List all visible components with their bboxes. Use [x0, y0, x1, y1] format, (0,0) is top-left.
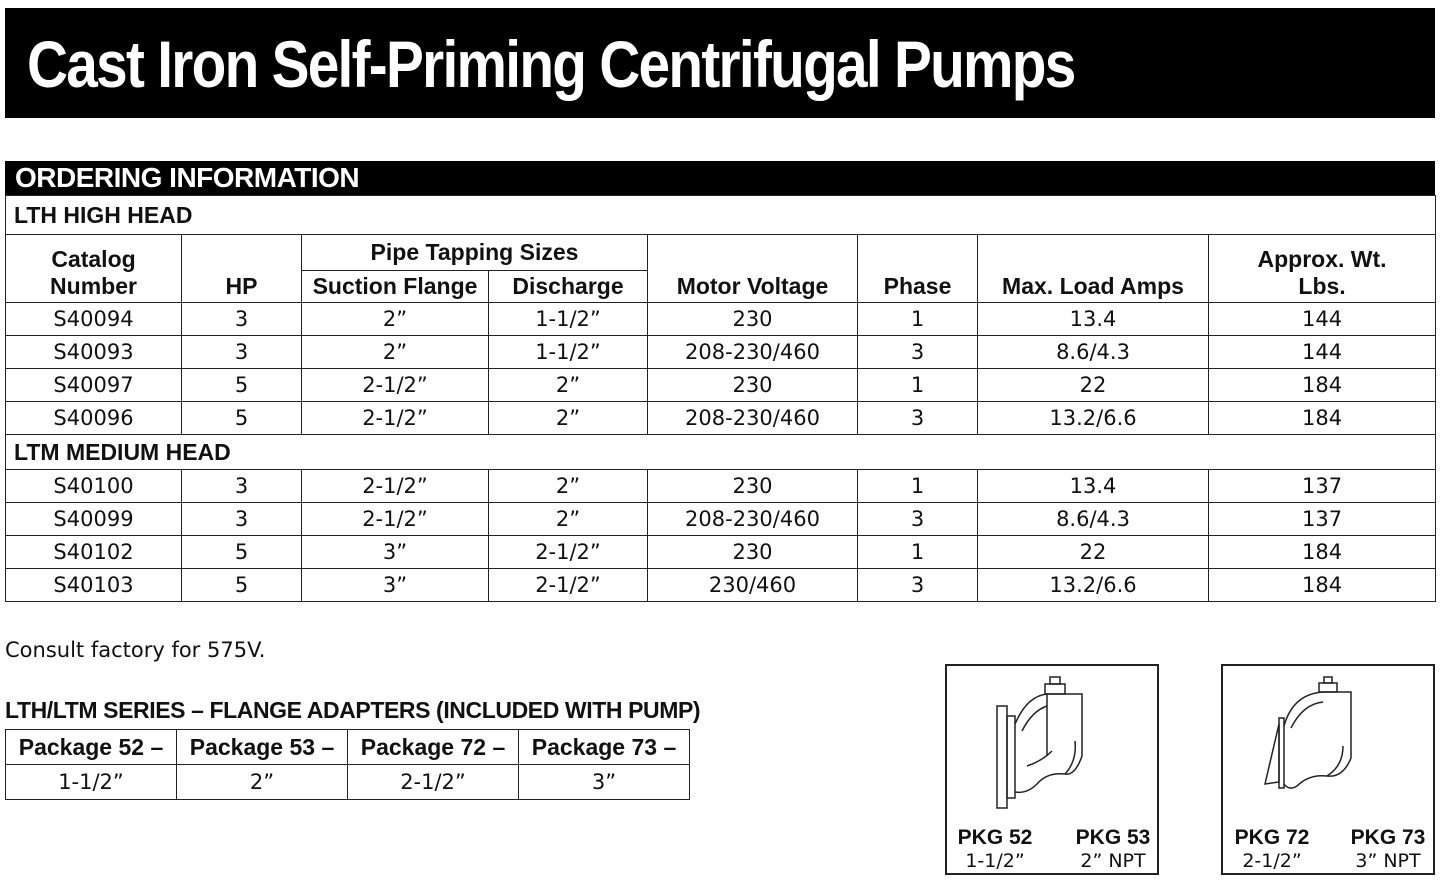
table-cell: S40100 — [6, 470, 182, 503]
table-cell: 8.6/4.3 — [978, 503, 1209, 536]
table-cell: 2-1/2” — [302, 503, 489, 536]
flange-package-header: Package 72 – — [348, 730, 519, 765]
table-cell: 2-1/2” — [302, 470, 489, 503]
table-cell: 5 — [182, 536, 302, 569]
pkg-label: PKG 73 3” NPT — [1350, 826, 1426, 872]
flange-package-header: Package 73 – — [519, 730, 690, 765]
header-hp: HP — [182, 235, 302, 303]
section-row-ltm — [6, 435, 1436, 470]
table-cell: 184 — [1209, 569, 1436, 602]
pkg-label: PKG 53 2” NPT — [1075, 826, 1151, 872]
table-cell: 5 — [182, 402, 302, 435]
table-cell: 184 — [1209, 369, 1436, 402]
table-cell: 22 — [978, 369, 1209, 402]
flange-size-cell: 2” — [177, 765, 348, 800]
pkg-52-53-diagram — [945, 664, 1159, 875]
pkg-label: PKG 72 2-1/2” — [1234, 826, 1310, 872]
title-banner — [5, 8, 1435, 118]
flange-adapter-drawing-icon — [947, 666, 1161, 826]
flange-adapter-drawing-icon — [1223, 666, 1437, 826]
table-cell: 2” — [302, 303, 489, 336]
table-cell: 2” — [489, 402, 648, 435]
table-cell: 3 — [858, 569, 978, 602]
flange-size-row — [6, 765, 690, 800]
table-cell: 1-1/2” — [489, 336, 648, 369]
header-voltage: Motor Voltage — [648, 235, 858, 303]
pkg-label: PKG 52 1-1/2” — [957, 826, 1033, 872]
table-cell: 137 — [1209, 503, 1436, 536]
pkg-72-73-diagram — [1221, 664, 1435, 875]
table-cell: 1 — [858, 369, 978, 402]
table-cell: 2-1/2” — [489, 569, 648, 602]
table-cell: 3” — [302, 569, 489, 602]
table-cell: 144 — [1209, 303, 1436, 336]
table-cell: 184 — [1209, 402, 1436, 435]
flange-package-header: Package 52 – — [6, 730, 177, 765]
table-cell: 137 — [1209, 470, 1436, 503]
table-cell: 1 — [858, 536, 978, 569]
header-discharge: Discharge — [489, 271, 648, 303]
page-title: Cast Iron Self-Priming Centrifugal Pumps — [27, 27, 1075, 101]
ordering-table — [5, 195, 1436, 602]
header-weight: Approx. Wt. Lbs. — [1209, 235, 1436, 303]
table-row — [6, 402, 1436, 435]
table-row — [6, 369, 1436, 402]
header-suction: Suction Flange — [302, 271, 489, 303]
flange-size-cell: 1-1/2” — [6, 765, 177, 800]
table-cell: 1-1/2” — [489, 303, 648, 336]
table-cell: 13.4 — [978, 470, 1209, 503]
table-cell: 1 — [858, 303, 978, 336]
table-cell: 3 — [858, 402, 978, 435]
table-cell: 230 — [648, 536, 858, 569]
table-row — [6, 303, 1436, 336]
flange-adapters-title: LTH/LTM SERIES – FLANGE ADAPTERS (INCLUDED WITH PUMP) — [5, 697, 701, 723]
table-cell: 2” — [302, 336, 489, 369]
table-cell: S40094 — [6, 303, 182, 336]
table-cell: 13.2/6.6 — [978, 569, 1209, 602]
flange-size-cell: 3” — [519, 765, 690, 800]
table-cell: S40096 — [6, 402, 182, 435]
header-phase: Phase — [858, 235, 978, 303]
table-cell: 5 — [182, 569, 302, 602]
table-cell: S40099 — [6, 503, 182, 536]
table-cell: 3 — [182, 503, 302, 536]
flange-package-header: Package 53 – — [177, 730, 348, 765]
table-cell: S40093 — [6, 336, 182, 369]
table-cell: 230 — [648, 303, 858, 336]
table-row — [6, 336, 1436, 369]
header-pipe-tapping: Pipe Tapping Sizes — [302, 235, 648, 271]
table-row — [6, 503, 1436, 536]
header-amps: Max. Load Amps — [978, 235, 1209, 303]
table-cell: 144 — [1209, 336, 1436, 369]
table-cell: 3 — [182, 303, 302, 336]
table-cell: 22 — [978, 536, 1209, 569]
table-row — [6, 470, 1436, 503]
table-cell: 13.4 — [978, 303, 1209, 336]
section-label: LTM MEDIUM HEAD — [6, 435, 1436, 470]
table-cell: 3” — [302, 536, 489, 569]
table-cell: 2” — [489, 470, 648, 503]
table-cell: 3 — [182, 336, 302, 369]
section-row-lth — [6, 196, 1436, 235]
section-body-ltm — [6, 470, 1436, 602]
note-text: Consult factory for 575V. — [5, 638, 266, 662]
table-cell: S40103 — [6, 569, 182, 602]
table-cell: 1 — [858, 470, 978, 503]
table-cell: 2” — [489, 503, 648, 536]
table-cell: 208-230/460 — [648, 503, 858, 536]
table-cell: S40097 — [6, 369, 182, 402]
table-cell: 230/460 — [648, 569, 858, 602]
table-row — [6, 536, 1436, 569]
ordering-info-heading: ORDERING INFORMATION — [15, 162, 360, 193]
table-cell: 3 — [858, 336, 978, 369]
flange-size-cell: 2-1/2” — [348, 765, 519, 800]
table-cell: 230 — [648, 369, 858, 402]
table-cell: S40102 — [6, 536, 182, 569]
table-cell: 2-1/2” — [302, 402, 489, 435]
header-catalog: Catalog Number — [6, 235, 182, 303]
flange-header-row — [6, 730, 690, 765]
table-cell: 208-230/460 — [648, 336, 858, 369]
table-cell: 230 — [648, 470, 858, 503]
table-cell: 2-1/2” — [489, 536, 648, 569]
section-body-lth — [6, 303, 1436, 435]
table-cell: 13.2/6.6 — [978, 402, 1209, 435]
flange-adapters-table — [5, 729, 690, 800]
table-cell: 5 — [182, 369, 302, 402]
table-row — [6, 569, 1436, 602]
table-cell: 2-1/2” — [302, 369, 489, 402]
table-cell: 8.6/4.3 — [978, 336, 1209, 369]
table-cell: 208-230/460 — [648, 402, 858, 435]
table-cell: 3 — [182, 470, 302, 503]
header-row — [6, 235, 1436, 271]
table-cell: 2” — [489, 369, 648, 402]
table-cell: 3 — [858, 503, 978, 536]
section-label: LTH HIGH HEAD — [6, 196, 1436, 235]
ordering-info-bar — [5, 161, 1435, 195]
table-cell: 184 — [1209, 536, 1436, 569]
